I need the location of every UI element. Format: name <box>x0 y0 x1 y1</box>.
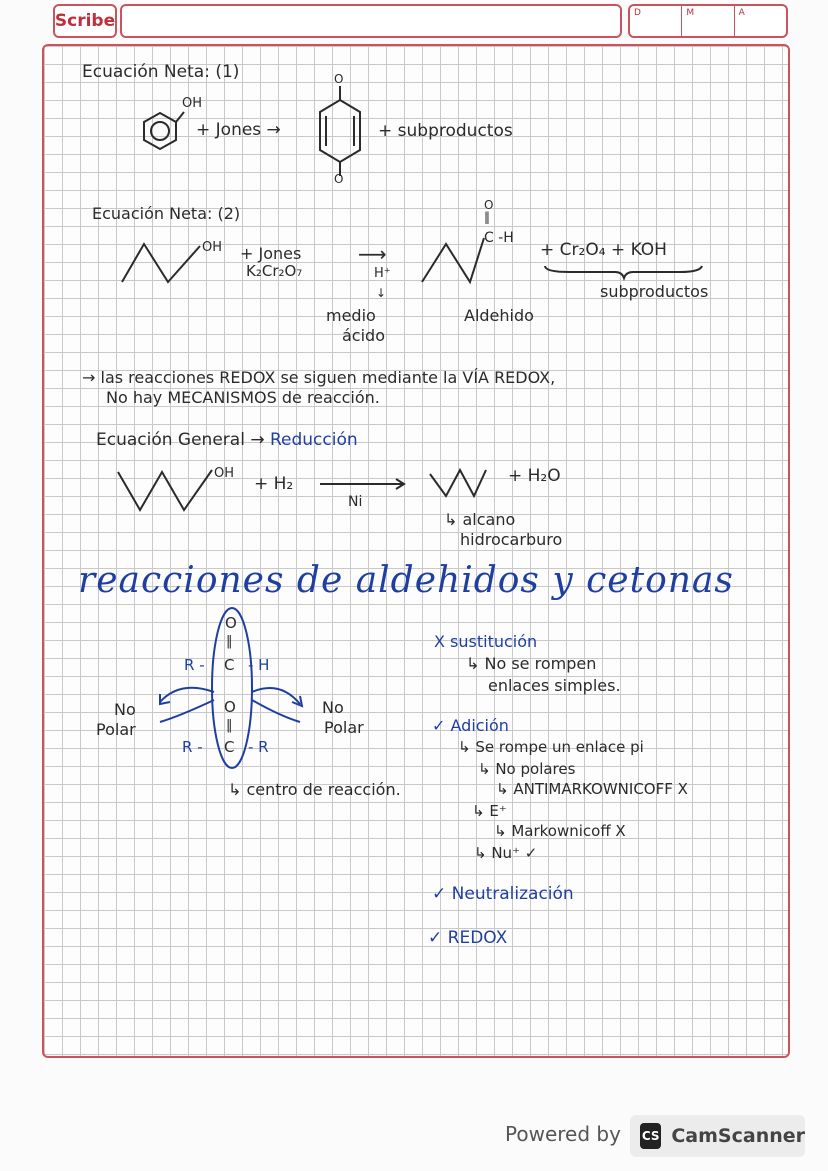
scribe-logo: Scribe <box>53 4 117 38</box>
adic-line6: ↳ Markownicoff X <box>494 822 626 840</box>
diag-double-bond-2: ‖ <box>226 718 233 733</box>
phenol-ring <box>144 113 176 149</box>
phenol-oh-bond <box>176 112 184 122</box>
diag-h: - H <box>248 656 270 674</box>
eq1-title: Ecuación Neta: (1) <box>82 62 240 82</box>
gen-title <box>96 430 358 450</box>
redox-note-line1: → las reacciones REDOX se siguen mediante la VÍA REDOX, <box>82 368 556 387</box>
eq1-reagent: + Jones → <box>196 120 281 140</box>
propanal-zigzag <box>422 238 484 282</box>
alkane-zigzag <box>430 470 486 496</box>
gen-reduction-label: Reducción <box>269 430 358 450</box>
gen-hidrocarburo: hidrocarburo <box>460 530 563 549</box>
sust-line1: X sustitución <box>434 632 538 651</box>
eq1-o-bottom: O <box>334 172 344 186</box>
date-year-label: A <box>738 8 745 18</box>
eq2-k2cr2o7: K₂Cr₂O₇ <box>246 262 303 280</box>
alcohol-zigzag <box>118 470 212 510</box>
eq2-double-bond: ‖ <box>484 210 490 224</box>
right-polar-label: Polar <box>324 718 364 737</box>
gen-alcano: ↳ alcano <box>444 510 516 529</box>
eq1-oh: OH <box>182 96 203 111</box>
eq2-medio: medio <box>326 306 376 325</box>
diag-c2: C <box>224 738 235 756</box>
camscanner-brand: CamScanner <box>671 1125 805 1147</box>
eq2-down-arrow: ↓ <box>376 286 387 300</box>
powered-by-text: Powered by <box>505 1122 621 1146</box>
gen-products: + H₂O <box>508 466 561 486</box>
eq2-subproductos: subproductos <box>600 282 709 301</box>
eq2-acido: ácido <box>342 326 385 345</box>
left-polar-arrow <box>160 688 214 702</box>
left-no-label: No <box>114 700 136 719</box>
adic-line4: ↳ ANTIMARKOWNICOFF X <box>496 780 688 798</box>
diag-o2: O <box>224 698 236 716</box>
redox-item: ✓ REDOX <box>428 928 508 948</box>
adic-line7: ↳ Nu⁺ ✓ <box>474 844 538 862</box>
subproducts-brace <box>545 266 702 278</box>
eq2-arrow: ⟶ <box>358 242 387 266</box>
phenol-aromatic-circle <box>151 122 169 140</box>
date-month-label: M <box>682 6 734 36</box>
eq2-title: Ecuación Neta: (2) <box>92 204 241 223</box>
gen-ni: Ni <box>348 494 363 510</box>
sust-line3: enlaces simples. <box>488 676 621 695</box>
eq2-jones: + Jones <box>240 244 302 263</box>
eq2-aldehyde-cho: C -H <box>484 230 514 246</box>
gen-oh: OH <box>214 466 235 481</box>
right-no-label: No <box>322 698 344 717</box>
diag-o1: O <box>225 614 237 632</box>
sust-line2: ↳ No se rompen <box>466 654 597 673</box>
adic-line3: ↳ No polares <box>478 760 576 778</box>
eq1-byproducts: + subproductos <box>378 121 513 141</box>
camscanner-icon: CS <box>640 1123 661 1149</box>
diag-r2: R - <box>182 738 203 756</box>
diag-double-bond-1: ‖ <box>226 634 233 649</box>
eq2-byproducts: + Cr₂O₄ + KOH <box>540 240 667 260</box>
propanol-zigzag <box>122 244 200 282</box>
eq2-aldehyde-o: O <box>484 198 494 212</box>
section-title: reacciones de aldehidos y cetonas <box>78 560 734 601</box>
adic-line2: ↳ Se rompe un enlace pi <box>458 738 644 756</box>
eq2-oh: OH <box>202 240 223 255</box>
eq2-aldehido: Aldehido <box>464 306 534 325</box>
diag-r1: R - <box>184 656 205 674</box>
diag-r3: - R <box>248 738 269 756</box>
eq2-hplus: H⁺ <box>374 266 391 281</box>
gen-title-label: Ecuación General → <box>96 430 265 450</box>
diag-c1: C <box>224 656 235 674</box>
date-day-label: D <box>630 6 682 36</box>
eq1-o-top: O <box>334 72 344 86</box>
adic-line5: ↳ E⁺ <box>472 802 507 820</box>
left-polar-label: Polar <box>96 720 136 739</box>
gen-h2: + H₂ <box>254 474 294 494</box>
adic-line1: ✓ Adición <box>432 716 509 735</box>
neutralization: ✓ Neutralización <box>432 884 574 904</box>
camscanner-badge <box>630 1115 805 1157</box>
reaction-center-label: ↳ centro de reacción. <box>228 780 401 799</box>
redox-note-line2: No hay MECANISMOS de reacción. <box>106 388 380 407</box>
